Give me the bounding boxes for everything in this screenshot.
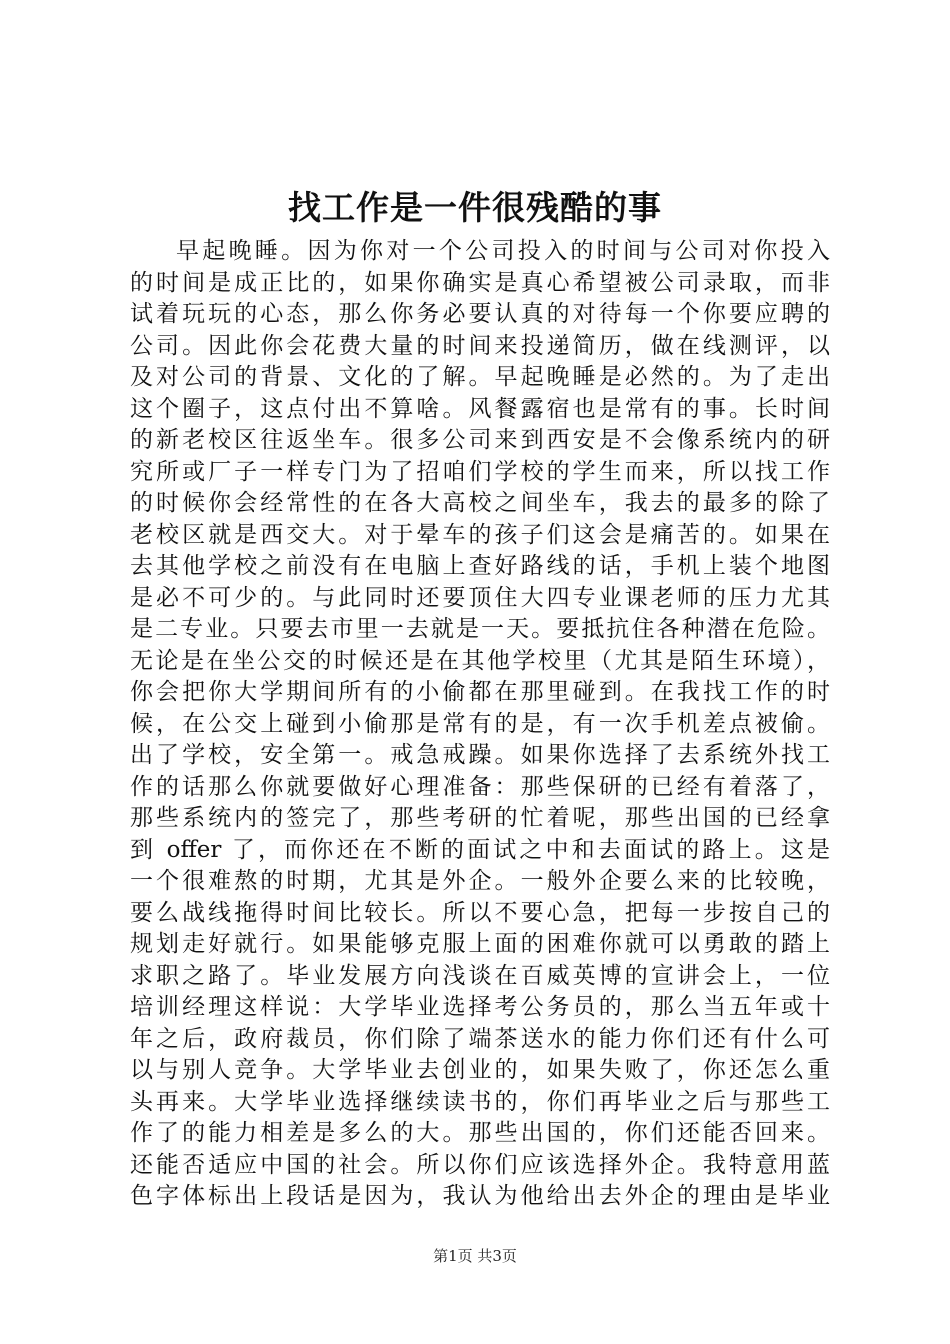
text-line: 是二专业。只要去市里一去就是一天。要抵抗住各种潜在危险。 bbox=[130, 616, 830, 642]
text-line: 年之后，政府裁员，你们除了端茶送水的能力你们还有什么可 bbox=[130, 1025, 830, 1052]
text-line: 色字体标出上段话是因为，我认为他给出去外企的理由是毕业 bbox=[130, 1183, 830, 1209]
text-line: 到 offer 了，而你还在不断的面试之中和去面试的路上。这是 bbox=[130, 836, 830, 863]
text-line: 头再来。大学毕业选择继续读书的，你们再毕业之后与那些工 bbox=[130, 1088, 830, 1115]
text-line: 试着玩玩的心态，那么你务必要认真的对待每一个你要应聘的 bbox=[130, 301, 830, 327]
text-line: 的新老校区往返坐车。很多公司来到西安是不会像系统内的研 bbox=[130, 427, 830, 453]
text-line: 的时候你会经常性的在各大高校之间坐车，我去的最多的除了 bbox=[130, 490, 830, 516]
text-line: 培训经理这样说：大学毕业选择考公务员的，那么当五年或十 bbox=[130, 994, 830, 1020]
text-line: 一个很难熬的时期，尤其是外企。一般外企要么来的比较晚， bbox=[130, 868, 830, 894]
text-line: 究所或厂子一样专门为了招咱们学校的学生而来，所以找工作 bbox=[130, 458, 830, 485]
text-line: 以与别人竞争。大学毕业去创业的，如果失败了，你还怎么重 bbox=[130, 1057, 830, 1083]
text-line: 是必不可少的。与此同时还要顶住大四专业课老师的压力尤其 bbox=[130, 584, 830, 611]
text-line: 还能否适应中国的社会。所以你们应该选择外企。我特意用蓝 bbox=[130, 1151, 830, 1178]
text-line: 作了的能力相差是多么的大。那些出国的，你们还能否回来。 bbox=[130, 1120, 830, 1146]
text-line: 这个圈子，这点付出不算啥。风餐露宿也是常有的事。长时间 bbox=[130, 395, 830, 422]
text-line: 无论是在坐公交的时候还是在其他学校里（尤其是陌生环境）， bbox=[130, 647, 830, 674]
text-line: 作的话那么你就要做好心理准备：那些保研的已经有着落了， bbox=[130, 773, 830, 800]
page-title: 找工作是一件很残酷的事 bbox=[288, 188, 662, 227]
text-line: 候，在公交上碰到小偷那是常有的是，有一次手机差点被偷。 bbox=[130, 710, 830, 737]
text-line: 老校区就是西交大。对于晕车的孩子们这会是痛苦的。如果在 bbox=[130, 521, 830, 548]
text-line: 要么战线拖得时间比较长。所以不要心急，把每一步按自己的 bbox=[130, 899, 830, 926]
text-line: 规划走好就行。如果能够克服上面的困难你就可以勇敢的踏上 bbox=[130, 931, 830, 957]
text-line: 你会把你大学期间所有的小偷都在那里碰到。在我找工作的时 bbox=[130, 679, 830, 705]
body-text bbox=[130, 236, 830, 1213]
text-line: 的时间是成正比的，如果你确实是真心希望被公司录取，而非 bbox=[130, 269, 830, 296]
page-number-footer: 第1页 共3页 bbox=[433, 1247, 517, 1265]
text-line: 早起晚睡。因为你对一个公司投入的时间与公司对你投入 bbox=[176, 238, 830, 264]
text-line: 去其他学校之前没有在电脑上查好路线的话，手机上装个地图 bbox=[130, 553, 830, 579]
text-line: 及对公司的背景、文化的了解。早起晚睡是必然的。为了走出 bbox=[130, 364, 830, 390]
text-line: 那些系统内的签完了，那些考研的忙着呢，那些出国的已经拿 bbox=[130, 805, 830, 831]
text-line: 出了学校，安全第一。戒急戒躁。如果你选择了去系统外找工 bbox=[130, 742, 830, 768]
text-line: 求职之路了。毕业发展方向浅谈在百威英博的宣讲会上，一位 bbox=[130, 962, 830, 989]
text-line: 公司。因此你会花费大量的时间来投递简历，做在线测评，以 bbox=[130, 332, 830, 359]
